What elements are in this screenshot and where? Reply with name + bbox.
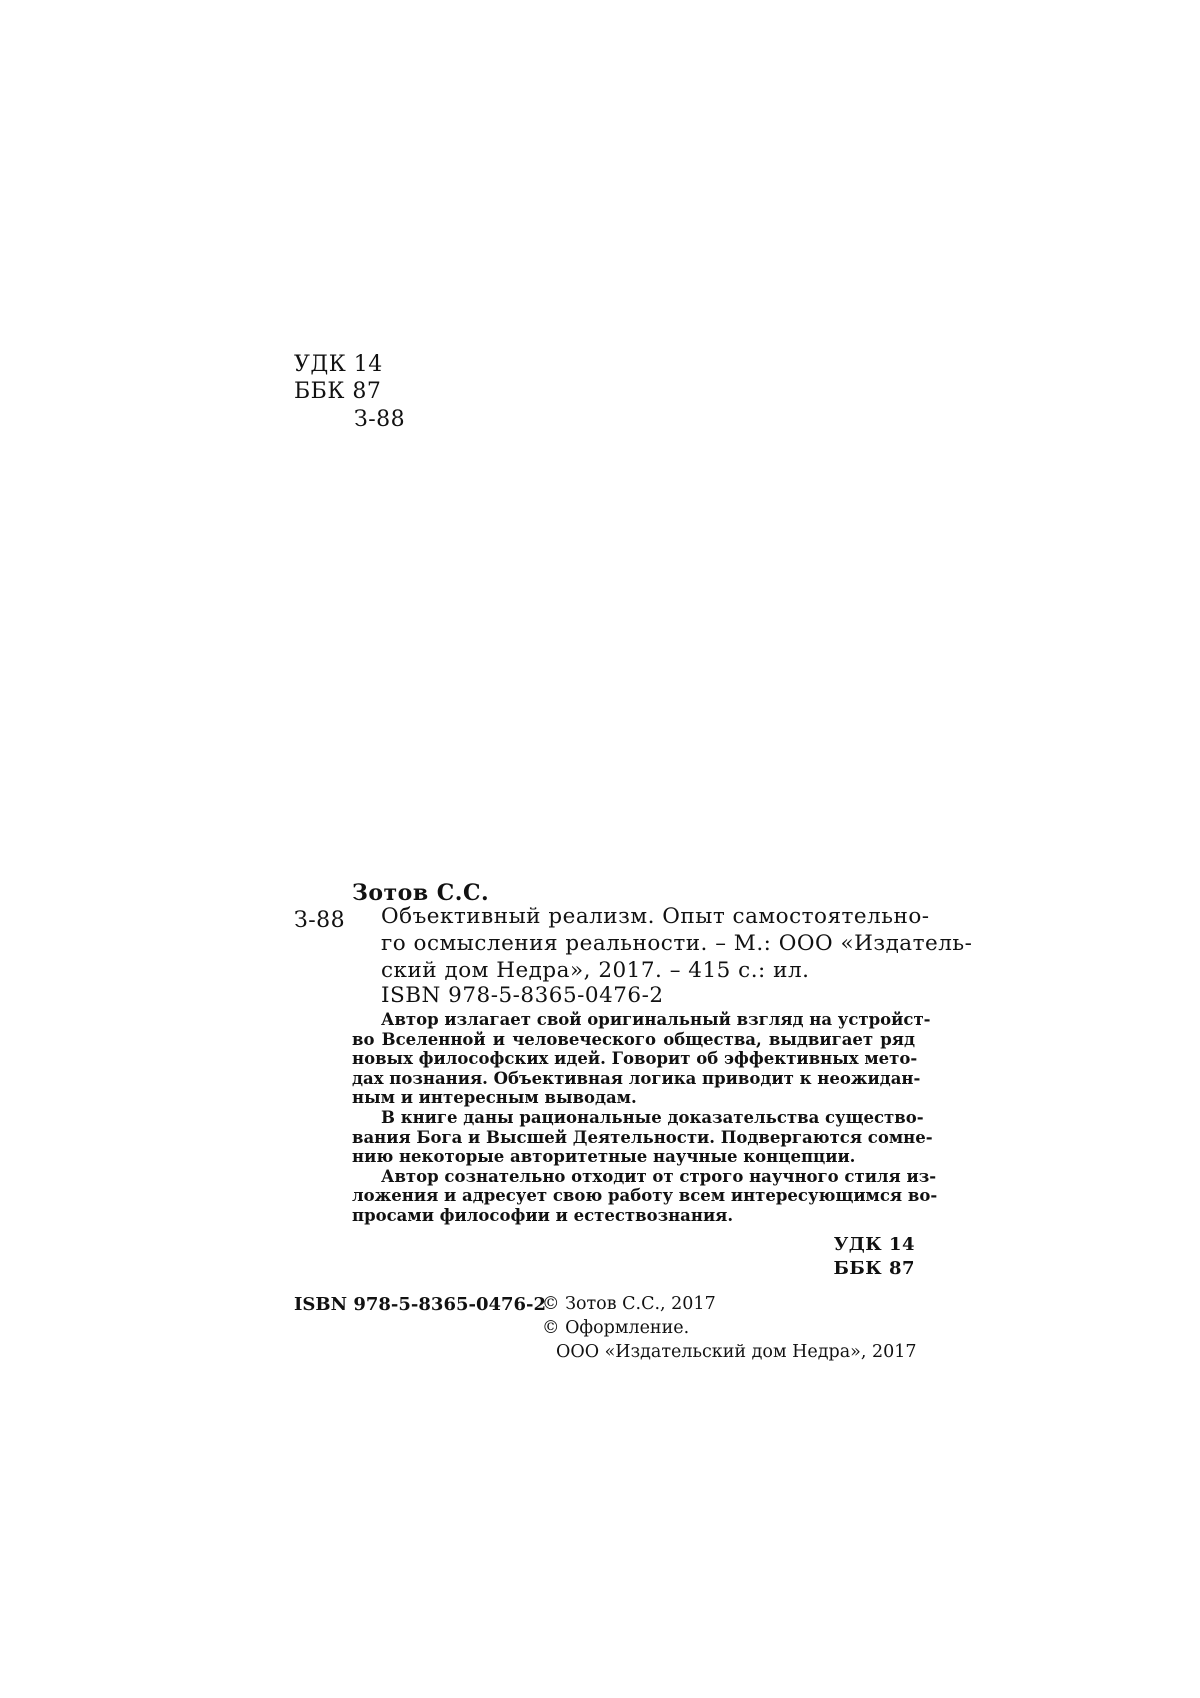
bib-line: Объективный реализм. Опыт самостоятельно- [381,904,930,929]
annotation-line: Автор излагает свой оригинальный взгляд на устройст- [381,1010,931,1029]
bib-line: ский дом Недра», 2017. – 415 с.: ил. [381,958,810,983]
copyright-publisher: ООО «Издательский дом Недра», 2017 [556,1342,917,1362]
annotation-line: нию некоторые авторитетные научные концепции. [352,1147,856,1167]
bib-line: го осмысления реальности. – М.: ООО «Издатель- [381,931,973,956]
udk-top: УДК 14 [294,352,383,377]
isbn-bold: ISBN 978-5-8365-0476-2 [294,1294,547,1315]
annotation-line: во Вселенной и человеческого общества, выдвигает ряд [352,1029,915,1049]
bbk-bottom: ББК 87 [833,1258,915,1279]
annotation-line: В книге даны рациональные доказательства существо- [381,1107,924,1127]
copyright-design: © Оформление. [542,1318,690,1338]
annotation-line: Автор сознательно отходит от строго научного стиля из- [381,1166,937,1186]
annotation-line: просами философии и естествознания. [352,1205,734,1225]
isbn-line: ISBN 978-5-8365-0476-2 [381,983,664,1008]
author-code-side: З-88 [294,908,346,933]
bbk-top: ББК 87 [294,379,382,404]
author-code-top: З-88 [354,407,406,432]
copyright-author: © Зотов С.С., 2017 [542,1294,716,1314]
annotation-line: вания Бога и Высшей Деятельности. Подвергаются сомне- [352,1127,933,1147]
author-name: Зотов С.С. [352,880,490,906]
annotation-line: ным и интересным выводам. [352,1088,637,1108]
bibliographic-description [381,903,973,984]
annotation [352,1010,938,1226]
annotation-line: ложения и адресует свою работу всем интересующимся во- [352,1186,938,1206]
annotation-line: дах познания. Объективная логика приводит к неожидан- [352,1068,921,1088]
annotation-line: новых философских идей. Говорит об эффективных мето- [352,1049,918,1069]
udk-bottom: УДК 14 [833,1234,915,1255]
